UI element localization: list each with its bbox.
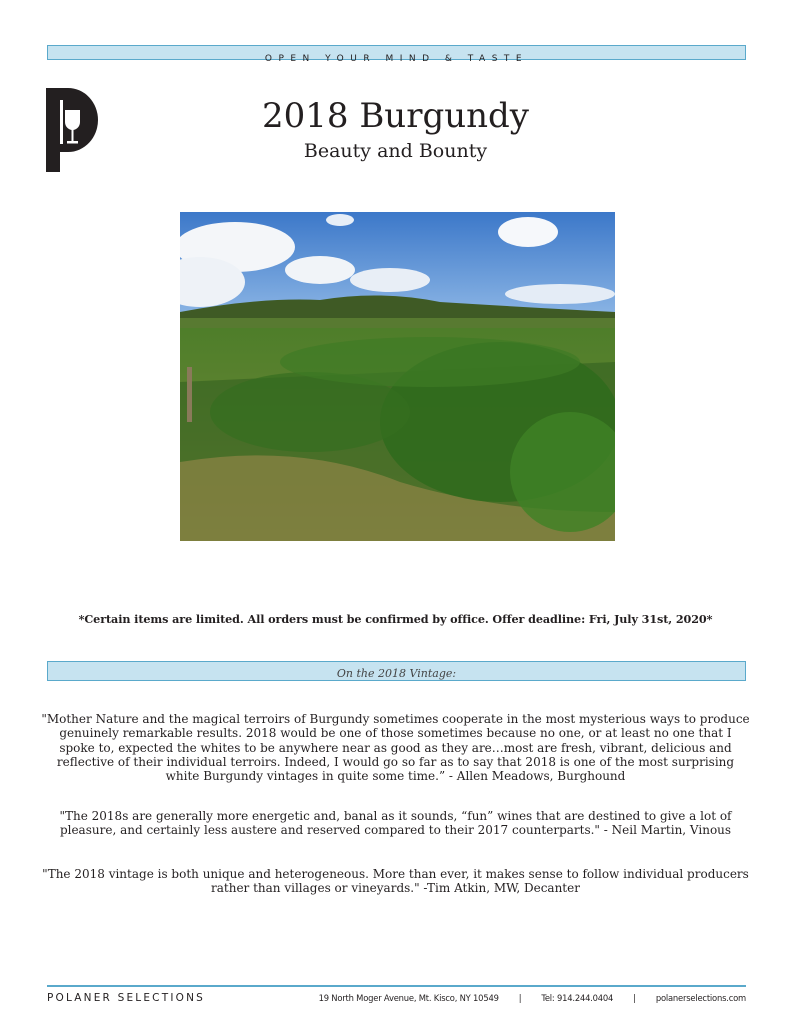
section-heading: On the 2018 Vintage: bbox=[336, 667, 457, 680]
quote-neil-martin: "The 2018s are generally more energetic and, banal as it sounds, “fun” wines that are destined to give a lot of pleasure, and certainly less austere and reserved compared to their 2017 counterparts." - Neil Martin, Vinous bbox=[59, 809, 732, 838]
top-banner-text: OPEN YOUR MIND & TASTE bbox=[264, 54, 529, 64]
top-banner bbox=[47, 45, 746, 64]
footer bbox=[47, 992, 746, 1006]
footer-address: 19 North Moger Avenue, Mt. Kisco, NY 10549 bbox=[318, 993, 499, 1003]
quote-tim-atkin: "The 2018 vintage is both unique and heterogeneous. More than ever, it makes sense to follow individual producers rather than villages or vineyards." -Tim Atkin, MW, Decanter bbox=[42, 867, 749, 896]
footer-phone: Tel: 914.244.0404 bbox=[541, 993, 614, 1003]
quote-allen-meadows: "Mother Nature and the magical terroirs of Burgundy sometimes cooperate in the most mysterious ways to produce genuinely remarkable results. 2018 would be one of those sometimes because no one, or at least no one that I spoke to, expected the whites to be anywhere near as good as they are…most are fresh, vibrant, delicious and reflective of their individual terroirs. Indeed, I would go so far as to say that 2018 is one of the most surprising white Burgundy vintages in quite some time.” - Allen Meadows, Burghound bbox=[41, 712, 750, 784]
page-subtitle: Beauty and Bounty bbox=[303, 140, 488, 162]
page-title: 2018 Burgundy bbox=[261, 96, 529, 136]
footer-website-link[interactable]: polanerselections.com bbox=[655, 993, 746, 1003]
footer-divider bbox=[47, 985, 746, 987]
footer-contact bbox=[319, 993, 746, 1003]
order-deadline-notice: *Certain items are limited. All orders must be confirmed by office. Offer deadline: Fri, July 31st, 2020* bbox=[78, 612, 713, 626]
section-heading-banner bbox=[47, 661, 746, 681]
footer-separator: | bbox=[518, 993, 522, 1003]
footer-separator: | bbox=[633, 993, 636, 1003]
footer-brand: POLANER SELECTIONS bbox=[47, 992, 206, 1004]
vineyard-photo bbox=[180, 212, 615, 541]
